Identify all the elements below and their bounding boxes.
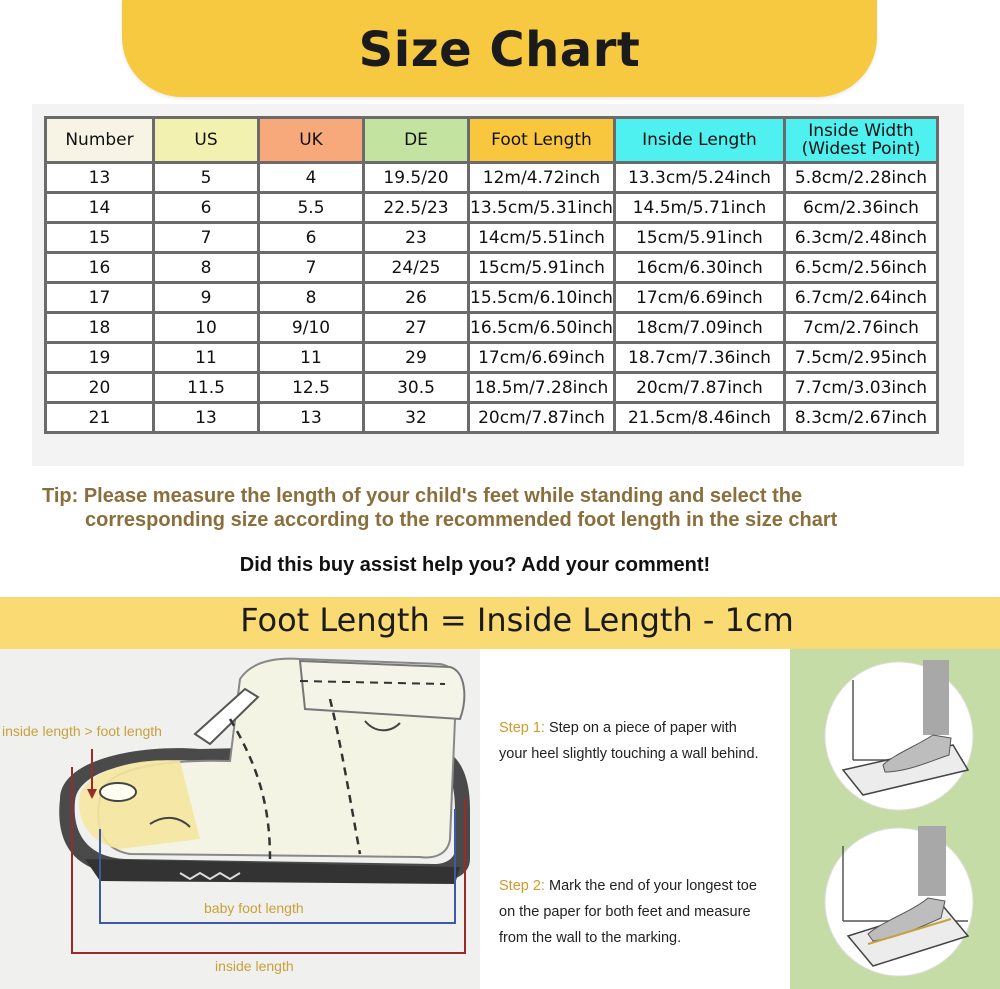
table-cell: 5: [154, 163, 259, 193]
header-de: DE: [364, 118, 469, 163]
table-cell: 11: [154, 343, 259, 373]
table-cell: 23: [364, 223, 469, 253]
table-row: [46, 193, 938, 223]
table-cell: 17: [46, 283, 154, 313]
header-inside-width-line1: Inside Width: [808, 121, 914, 141]
table-cell: 8: [259, 283, 364, 313]
size-table: [44, 116, 939, 434]
table-row: [46, 253, 938, 283]
table-cell: 29: [364, 343, 469, 373]
step-2-illustration: [823, 826, 975, 978]
shoe-diagram: [0, 649, 480, 989]
table-cell: 13: [46, 163, 154, 193]
table-cell: 6.5cm/2.56inch: [784, 253, 937, 283]
table-cell: 9: [154, 283, 259, 313]
table-row: [46, 343, 938, 373]
table-row: [46, 373, 938, 403]
table-cell: 15: [46, 223, 154, 253]
table-cell: 7cm/2.76inch: [784, 313, 937, 343]
header-inside-length: Inside Length: [614, 118, 784, 163]
table-cell: 24/25: [364, 253, 469, 283]
table-cell: 20: [46, 373, 154, 403]
step-2: [499, 873, 789, 951]
step-1: [499, 715, 789, 767]
table-cell: 11.5: [154, 373, 259, 403]
table-cell: 17cm/6.69inch: [469, 343, 615, 373]
table-row: [46, 403, 938, 433]
table-cell: 18.7cm/7.36inch: [614, 343, 784, 373]
table-cell: 21: [46, 403, 154, 433]
table-cell: 5.8cm/2.28inch: [784, 163, 937, 193]
table-cell: 12.5: [259, 373, 364, 403]
table-cell: 6: [259, 223, 364, 253]
step-1-label: Step 1:: [499, 720, 545, 736]
step-2-text-l3: from the wall to the marking.: [499, 930, 682, 946]
baby-foot-length-label: baby foot length: [204, 900, 304, 916]
table-cell: 8: [154, 253, 259, 283]
title-banner: [122, 0, 877, 97]
table-cell: 27: [364, 313, 469, 343]
table-cell: 16.5cm/6.50inch: [469, 313, 615, 343]
table-cell: 6.3cm/2.48inch: [784, 223, 937, 253]
table-cell: 20cm/7.87inch: [469, 403, 615, 433]
step-1-text-l1: Step on a piece of paper with: [548, 720, 737, 736]
table-cell: 11: [259, 343, 364, 373]
table-cell: 15cm/5.91inch: [469, 253, 615, 283]
header-us: US: [154, 118, 259, 163]
table-row: [46, 163, 938, 193]
table-cell: 22.5/23: [364, 193, 469, 223]
inside-length-label: inside length: [215, 958, 294, 974]
table-cell: 6.7cm/2.64inch: [784, 283, 937, 313]
tip-line-1: Tip: Please measure the length of your child's feet while standing and select the: [42, 485, 803, 507]
table-cell: 13: [154, 403, 259, 433]
tip-line-2: corresponding size according to the recommended foot length in the size chart: [85, 509, 838, 531]
table-cell: 15.5cm/6.10inch: [469, 283, 615, 313]
step-1-text-l2: your heel slightly touching a wall behind.: [499, 746, 759, 762]
formula-text: Foot Length = Inside Length - 1cm: [240, 601, 794, 639]
table-cell: 19.5/20: [364, 163, 469, 193]
table-cell: 21.5cm/8.46inch: [614, 403, 784, 433]
table-cell: 10: [154, 313, 259, 343]
table-cell: 7: [259, 253, 364, 283]
table-cell: 17cm/6.69inch: [614, 283, 784, 313]
table-cell: 18cm/7.09inch: [614, 313, 784, 343]
header-inside-width-line2: (Widest Point): [801, 139, 921, 159]
inside-gt-foot-label: inside length > foot length: [2, 723, 162, 739]
table-cell: 19: [46, 343, 154, 373]
table-cell: 7.7cm/3.03inch: [784, 373, 937, 403]
table-cell: 13.5cm/5.31inch: [469, 193, 615, 223]
table-cell: 13.3cm/5.24inch: [614, 163, 784, 193]
step-2-text-l2: on the paper for both feet and measure: [499, 904, 751, 920]
table-cell: 14: [46, 193, 154, 223]
table-cell: 18.5m/7.28inch: [469, 373, 615, 403]
formula-band: [0, 597, 1000, 649]
page-title: Size Chart: [358, 22, 641, 78]
header-number: Number: [46, 118, 154, 163]
table-header-row: [46, 118, 938, 163]
table-cell: 14cm/5.51inch: [469, 223, 615, 253]
table-cell: 16: [46, 253, 154, 283]
header-uk: UK: [259, 118, 364, 163]
table-cell: 26: [364, 283, 469, 313]
table-cell: 30.5: [364, 373, 469, 403]
table-body: [46, 163, 938, 433]
table-cell: 6: [154, 193, 259, 223]
table-cell: 9/10: [259, 313, 364, 343]
table-cell: 6cm/2.36inch: [784, 193, 937, 223]
step-2-label: Step 2:: [499, 878, 545, 894]
table-cell: 7.5cm/2.95inch: [784, 343, 937, 373]
table-cell: 8.3cm/2.67inch: [784, 403, 937, 433]
table-cell: 13: [259, 403, 364, 433]
table-cell: 16cm/6.30inch: [614, 253, 784, 283]
table-cell: 18: [46, 313, 154, 343]
table-cell: 15cm/5.91inch: [614, 223, 784, 253]
table-cell: 14.5m/5.71inch: [614, 193, 784, 223]
table-row: [46, 283, 938, 313]
step-1-illustration: [823, 660, 975, 812]
comment-prompt: Did this buy assist help you? Add your comment!: [239, 554, 711, 576]
tip-text: [42, 484, 962, 532]
table-cell: 12m/4.72inch: [469, 163, 615, 193]
header-inside-width: [784, 118, 937, 163]
table-cell: 32: [364, 403, 469, 433]
table-row: [46, 313, 938, 343]
table-cell: 4: [259, 163, 364, 193]
table-cell: 7: [154, 223, 259, 253]
table-row: [46, 223, 938, 253]
header-foot-length: Foot Length: [469, 118, 615, 163]
table-cell: 5.5: [259, 193, 364, 223]
step-2-text-l1: Mark the end of your longest toe: [548, 878, 757, 894]
table-cell: 20cm/7.87inch: [614, 373, 784, 403]
